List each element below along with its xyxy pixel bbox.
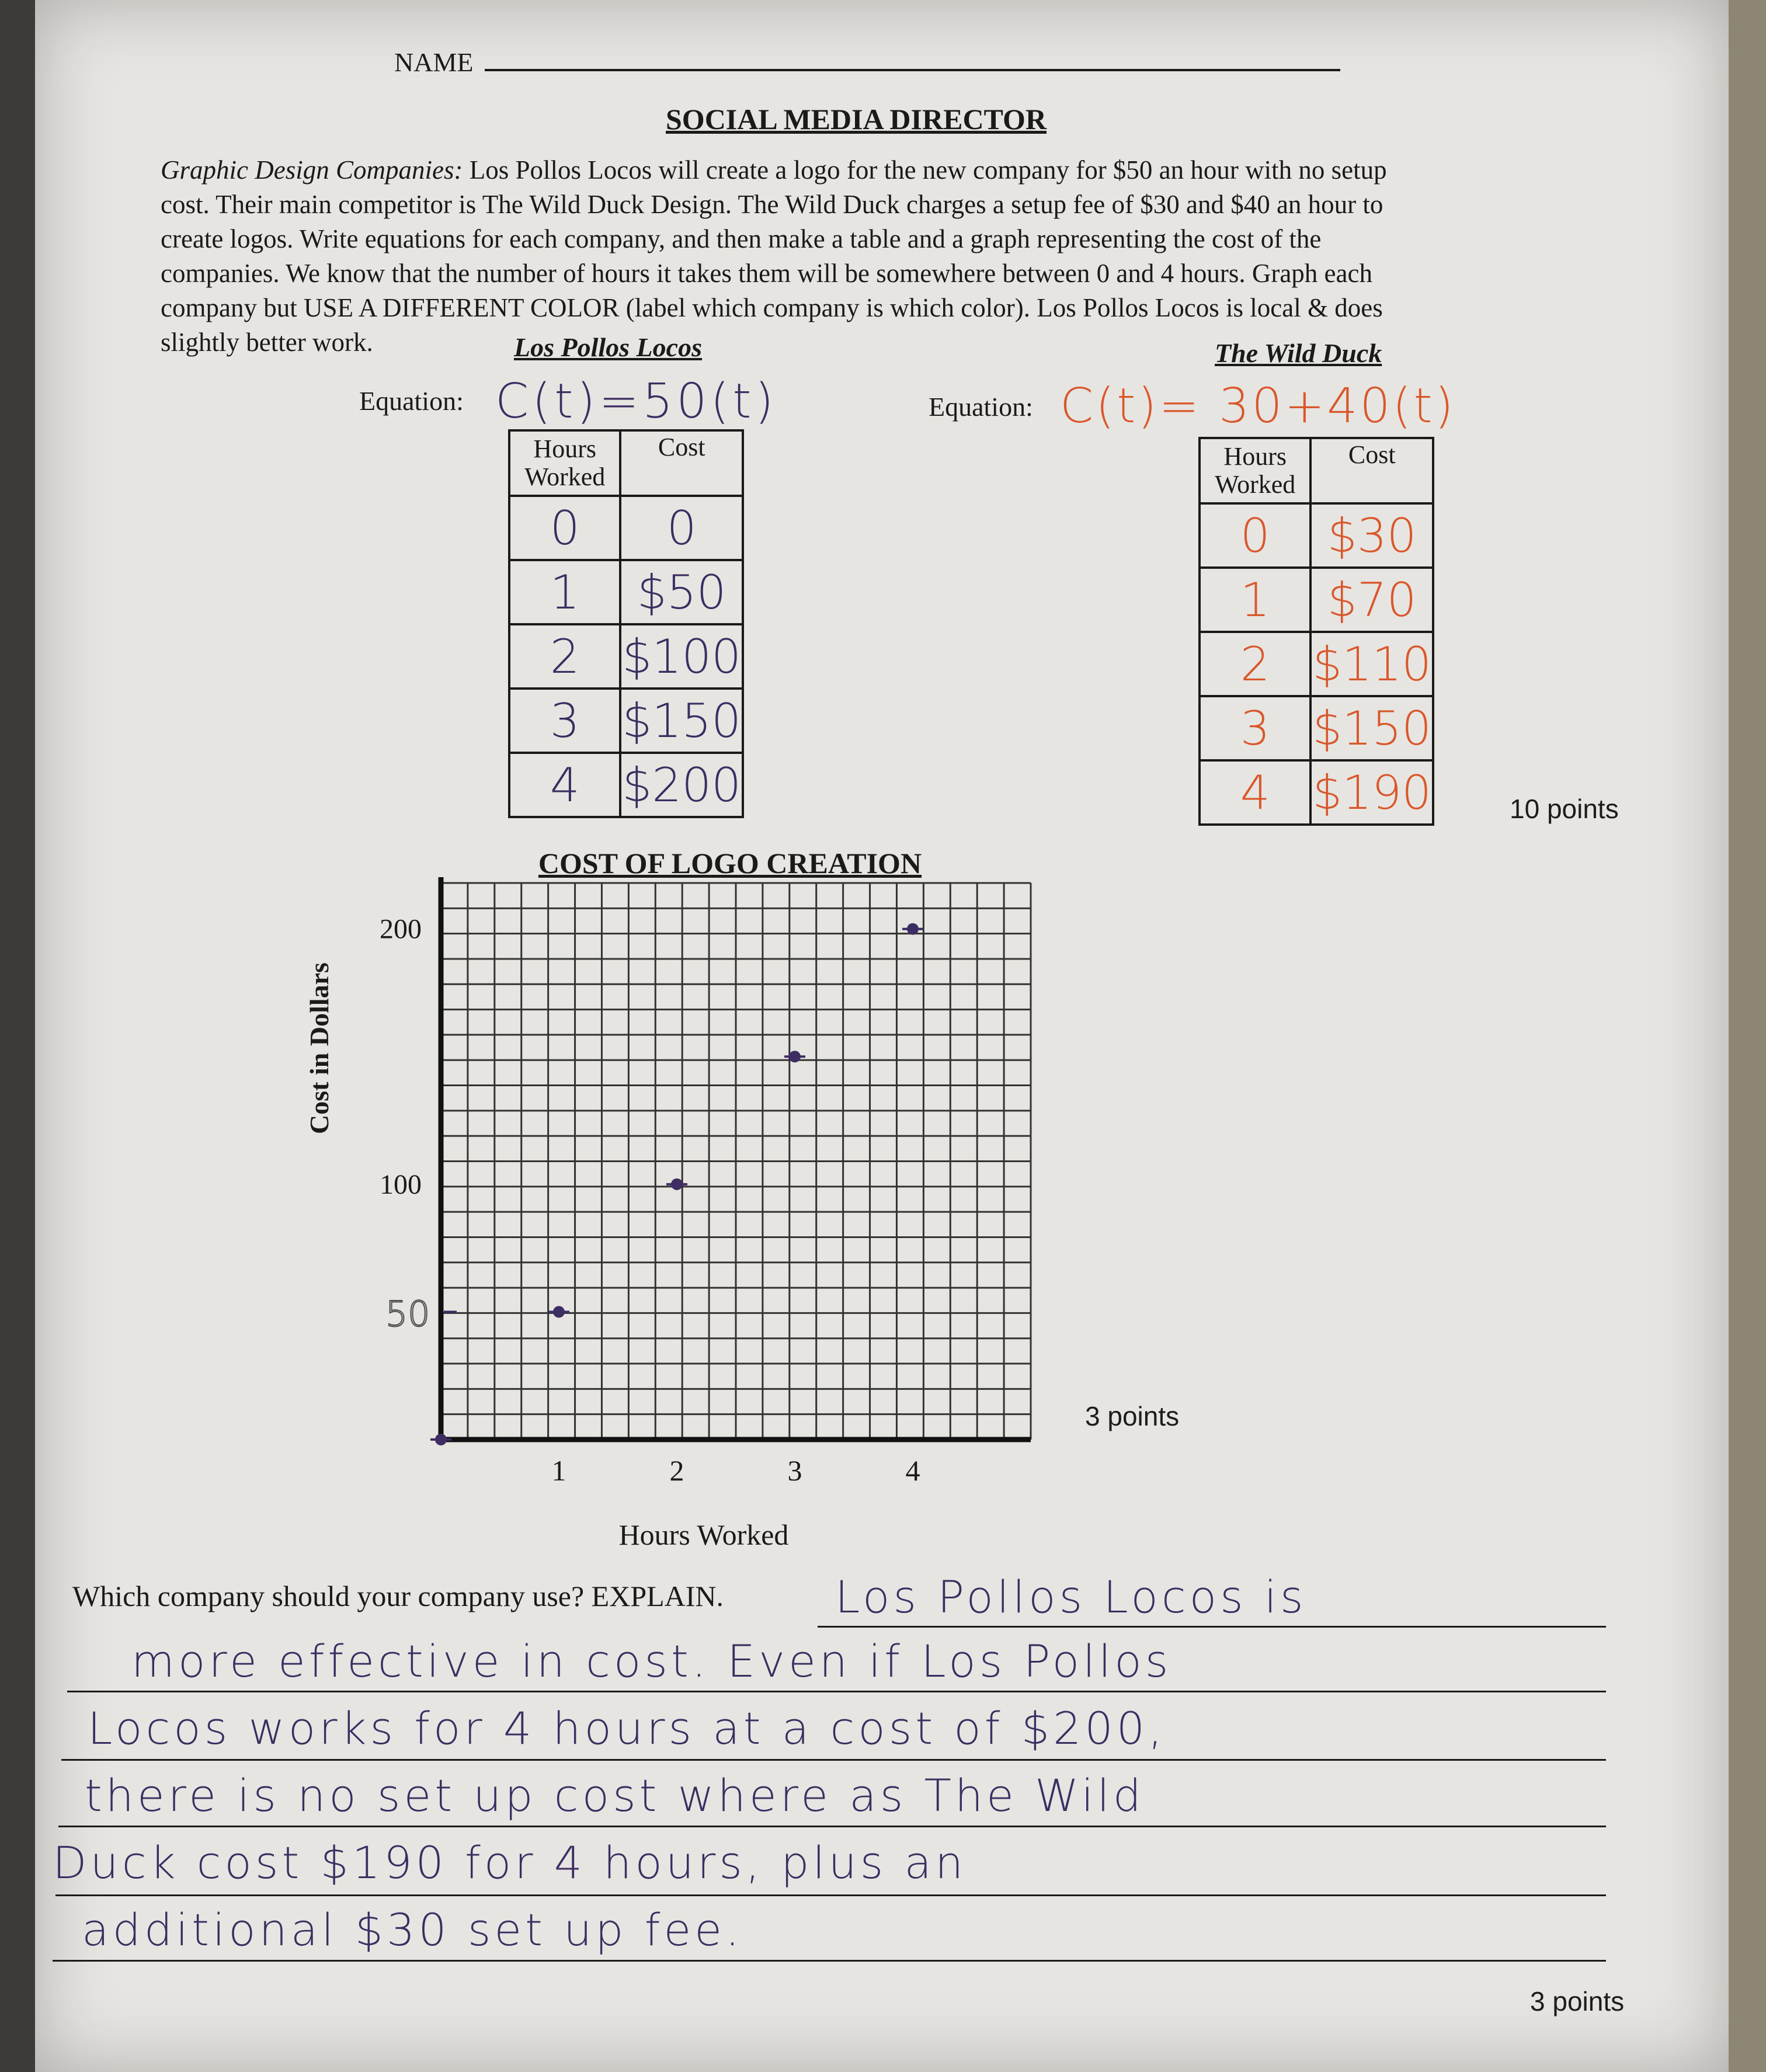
table-b-hours-cell[interactable]: 3 (1200, 696, 1310, 760)
company-a-heading: Los Pollos Locos (514, 332, 702, 362)
y-tick-handwritten: 50 (385, 1294, 430, 1335)
table-a-cost-cell[interactable]: $100 (620, 624, 743, 689)
intro-line-6: slightly better work. (161, 328, 373, 357)
table-row (1200, 760, 1433, 825)
answer-line-5 (55, 1894, 1606, 1896)
table-row (509, 496, 743, 560)
table-b-cost-cell[interactable]: $150 (1310, 696, 1433, 760)
intro-line-4: companies. We know that the number of hours it takes them will be somewhere between 0 and 4 hours. Graph each (161, 259, 1372, 288)
y-tick-label: 100 (380, 1169, 422, 1200)
answer-line-4 (58, 1826, 1606, 1827)
table-row (1200, 503, 1433, 568)
answer-text-6[interactable]: additional $30 set up fee. (82, 1904, 743, 1956)
name-label: NAME (394, 47, 474, 77)
table-b-hours-cell[interactable]: 4 (1200, 760, 1310, 825)
page-title: SOCIAL MEDIA DIRECTOR (666, 103, 1047, 135)
table-b-cost-cell[interactable]: $190 (1310, 760, 1433, 825)
table-b-col-hours: Hours Worked (1200, 438, 1310, 503)
answer-text-5[interactable]: Duck cost $190 for 4 hours, plus an (53, 1837, 967, 1889)
table-a-hours-cell[interactable]: 4 (509, 753, 620, 817)
x-tick-label: 3 (787, 1454, 802, 1487)
x-tick-label: 2 (669, 1454, 684, 1487)
table-los-pollos-locos (508, 429, 744, 818)
table-a-hours-cell[interactable]: 3 (509, 689, 620, 753)
answer-text-1[interactable]: Los Pollos Locos is (835, 1571, 1307, 1623)
table-a-col-hours: Hours Worked (509, 430, 620, 496)
intro-line-3: create logos. Write equations for each company, and then make a table and a graph representing the cost of the (161, 224, 1322, 253)
table-row (509, 753, 743, 817)
worksheet-page (35, 0, 1729, 2072)
table-b-cost-cell[interactable]: $30 (1310, 503, 1433, 568)
answer-line-6 (53, 1960, 1606, 1962)
table-b-cost-cell[interactable]: $110 (1310, 632, 1433, 696)
chart-y-label: Cost in Dollars (304, 962, 334, 1134)
chart-ticks (380, 914, 920, 1487)
table-a-cost-cell[interactable]: $200 (620, 753, 743, 817)
answer-line-3 (61, 1759, 1606, 1761)
table-a-hours-cell[interactable]: 0 (509, 496, 620, 560)
table-row (509, 624, 743, 689)
table-b-cost-cell[interactable]: $70 (1310, 568, 1433, 632)
intro-line-2: cost. Their main competitor is The Wild Duck Design. The Wild Duck charges a setup fee of $30 and $40 an hour to (161, 190, 1383, 219)
intro-paragraph (161, 153, 1656, 360)
x-tick-label: 4 (905, 1454, 920, 1487)
points-graph: 3 points (1085, 1401, 1180, 1431)
table-a-cost-cell[interactable]: $50 (620, 560, 743, 624)
y-tick-label: 200 (380, 913, 422, 945)
table-a-hours-cell[interactable]: 2 (509, 624, 620, 689)
table-b-col-cost: Cost (1310, 438, 1433, 503)
equation-b-label: Equation: (929, 392, 1033, 422)
equation-a-label: Equation: (359, 386, 464, 416)
table-b-hours-cell[interactable]: 0 (1200, 503, 1310, 568)
question-prompt: Which company should your company use? EXPLAIN. (72, 1580, 724, 1612)
table-row (1200, 632, 1433, 696)
chart-title: COST OF LOGO CREATION (538, 847, 922, 879)
points-answer: 3 points (1530, 1986, 1625, 2017)
table-row (1200, 696, 1433, 760)
answer-line-1 (818, 1626, 1606, 1628)
table-a-cost-cell[interactable]: $150 (620, 689, 743, 753)
table-row (509, 560, 743, 624)
intro-lead: Graphic Design Companies: (161, 155, 463, 185)
chart-grid (441, 883, 1031, 1440)
table-wild-duck (1198, 437, 1434, 826)
points-tables: 10 points (1510, 794, 1619, 824)
answer-line-2 (67, 1691, 1606, 1692)
table-row (1200, 568, 1433, 632)
x-tick-label: 1 (551, 1454, 566, 1487)
company-b-heading: The Wild Duck (1215, 338, 1382, 368)
answer-text-2[interactable]: more effective in cost. Even if Los Pollos (131, 1635, 1172, 1687)
intro-line-5: company but USE A DIFFERENT COLOR (label which company is which color). Los Pollos Locos is local & does (161, 293, 1383, 322)
equation-a[interactable]: C(t)=50(t) (495, 374, 777, 429)
answer-text-4[interactable]: there is no set up cost where as The Wild (85, 1769, 1145, 1821)
table-a-cost-cell[interactable]: 0 (620, 496, 743, 560)
table-b-header-row (1200, 438, 1433, 503)
table-a-header-row (509, 430, 743, 496)
intro-line-1: Graphic Design Companies: Los Pollos Locos will create a logo for the new company for $50 an hour with no setup (161, 155, 1387, 185)
chart-x-label: Hours Worked (618, 1518, 789, 1551)
table-a-col-cost: Cost (620, 430, 743, 496)
equation-b[interactable]: C(t)= 30+40(t) (1060, 378, 1456, 434)
answer-text-3[interactable]: Locos works for 4 hours at a cost of $200, (88, 1702, 1166, 1754)
table-row (509, 689, 743, 753)
name-line[interactable] (485, 69, 1340, 71)
table-b-hours-cell[interactable]: 2 (1200, 632, 1310, 696)
cost-chart (245, 829, 1063, 1588)
table-b-hours-cell[interactable]: 1 (1200, 568, 1310, 632)
table-a-hours-cell[interactable]: 1 (509, 560, 620, 624)
chart-points (430, 923, 923, 1445)
backdrop-right (1725, 0, 1766, 2072)
